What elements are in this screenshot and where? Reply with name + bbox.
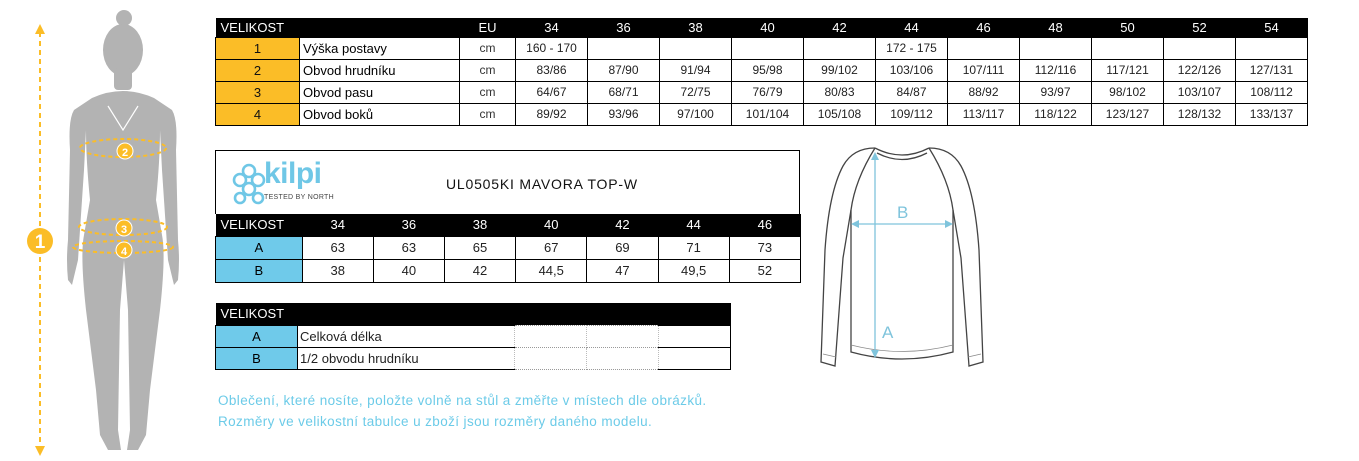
label-b: B: [897, 203, 909, 222]
value-cell: 38: [302, 259, 373, 282]
table-row: [216, 347, 731, 369]
value-cell: 99/102: [804, 59, 876, 81]
value-cell: [804, 37, 876, 59]
size-header-cell: 38: [688, 19, 703, 35]
size-chart-header: [216, 18, 1308, 37]
size-header-cell: 36: [401, 217, 417, 233]
table-row: [216, 37, 1308, 59]
unit-header: EU: [478, 19, 497, 35]
value-cell: 83/86: [516, 59, 588, 81]
row-number: 1: [216, 37, 300, 59]
brand-name: kilpi: [264, 157, 322, 190]
value-cell: 103/106: [876, 59, 948, 81]
size-header-label: VELIKOST: [220, 217, 285, 233]
marker-1: [27, 228, 53, 254]
body-measurement-figure: [0, 10, 205, 461]
value-cell: 63: [373, 236, 444, 259]
value-cell: 117/121: [1092, 59, 1164, 81]
size-header-cell: 40: [760, 19, 775, 35]
value-cell: 98/102: [1092, 81, 1164, 103]
value-cell: 122/126: [1164, 59, 1236, 81]
svg-text:4: 4: [120, 246, 128, 258]
size-header-cell: 54: [1264, 19, 1279, 35]
value-cell: 68/71: [588, 81, 660, 103]
empty-cell: [658, 347, 730, 369]
model-dimensions-note: Rozměry ve velikostní tabulce u zboží jsou rozměry daného modelu.: [218, 414, 653, 429]
value-cell: [660, 37, 732, 59]
value-cell: 69: [587, 236, 658, 259]
value-cell: 89/92: [516, 103, 588, 125]
value-cell: 97/100: [660, 103, 732, 125]
value-cell: 87/90: [588, 59, 660, 81]
value-cell: 128/132: [1164, 103, 1236, 125]
value-cell: 73: [729, 236, 800, 259]
value-cell: 64/67: [516, 81, 588, 103]
value-cell: [1092, 37, 1164, 59]
shirt-measurement-figure: [815, 140, 990, 380]
size-header-label: VELIKOST: [220, 19, 285, 35]
value-cell: 42: [444, 259, 515, 282]
unit-cell: cm: [460, 103, 516, 125]
legend-description: 1/2 obvodu hrudníku: [298, 347, 515, 369]
value-cell: 160 - 170: [516, 37, 588, 59]
legend-description: Celková délka: [298, 325, 515, 347]
unit-cell: cm: [460, 59, 516, 81]
value-cell: 72/75: [660, 81, 732, 103]
value-cell: 65: [444, 236, 515, 259]
marker-4: [116, 242, 132, 258]
svg-text:1: 1: [34, 232, 46, 253]
table-row: [216, 103, 1308, 125]
value-cell: 172 - 175: [876, 37, 948, 59]
value-cell: 88/92: [948, 81, 1020, 103]
empty-cell: [586, 347, 658, 369]
value-cell: 95/98: [732, 59, 804, 81]
size-header-cell: 52: [1192, 19, 1207, 35]
empty-cell: [658, 325, 730, 347]
product-title: UL0505KI MAVORA TOP-W: [446, 176, 638, 192]
value-cell: 93/97: [1020, 81, 1092, 103]
measurement-label: Výška postavy: [300, 37, 460, 59]
value-cell: 108/112: [1236, 81, 1308, 103]
value-cell: [732, 37, 804, 59]
empty-cell: [514, 347, 586, 369]
size-header-cell: 34: [544, 19, 559, 35]
size-header-cell: 42: [832, 19, 847, 35]
value-cell: 127/131: [1236, 59, 1308, 81]
value-cell: 67: [516, 236, 587, 259]
row-letter: B: [216, 347, 298, 369]
size-header-cell: 36: [616, 19, 631, 35]
value-cell: 107/111: [948, 59, 1020, 81]
value-cell: 133/137: [1236, 103, 1308, 125]
size-header-cell: 46: [757, 217, 773, 233]
value-cell: [948, 37, 1020, 59]
marker-2: [117, 143, 133, 159]
table-row: [216, 259, 801, 282]
measurement-label: Obvod boků: [300, 103, 460, 125]
value-cell: 103/107: [1164, 81, 1236, 103]
value-cell: 101/104: [732, 103, 804, 125]
table-row: [216, 59, 1308, 81]
row-number: 2: [216, 59, 300, 81]
row-letter: B: [216, 259, 303, 282]
table-row: [216, 81, 1308, 103]
value-cell: 105/108: [804, 103, 876, 125]
size-header-cell: 50: [1120, 19, 1135, 35]
measurement-label: Obvod pasu: [300, 81, 460, 103]
value-cell: 40: [373, 259, 444, 282]
size-chart-table: [215, 18, 1308, 126]
value-cell: 84/87: [876, 81, 948, 103]
row-letter: A: [216, 325, 298, 347]
measurement-legend-table: [215, 303, 731, 370]
product-size-table: [215, 214, 801, 283]
size-header-cell: 44: [686, 217, 701, 233]
size-header-cell: 42: [615, 217, 630, 233]
size-header-cell: 48: [1048, 19, 1063, 35]
row-letter: A: [216, 236, 303, 259]
value-cell: [1164, 37, 1236, 59]
value-cell: 113/117: [948, 103, 1020, 125]
value-cell: 112/116: [1020, 59, 1092, 81]
value-cell: 49,5: [658, 259, 729, 282]
table-row: [216, 236, 801, 259]
size-header-cell: 38: [472, 217, 488, 233]
marker-3: [116, 220, 132, 236]
svg-text:2: 2: [121, 147, 129, 159]
value-cell: 91/94: [660, 59, 732, 81]
row-number: 3: [216, 81, 300, 103]
value-cell: [1020, 37, 1092, 59]
label-a: A: [882, 323, 894, 342]
legend-header: [216, 303, 731, 325]
value-cell: 47: [587, 259, 658, 282]
legend-header-label: VELIKOST: [220, 306, 285, 322]
value-cell: [1236, 37, 1308, 59]
size-header-cell: 40: [543, 217, 559, 233]
value-cell: 123/127: [1092, 103, 1164, 125]
empty-cell: [586, 325, 658, 347]
row-number: 4: [216, 103, 300, 125]
measurement-label: Obvod hrudníku: [300, 59, 460, 81]
value-cell: 63: [302, 236, 373, 259]
unit-cell: cm: [460, 81, 516, 103]
svg-text:3: 3: [120, 224, 128, 236]
value-cell: 93/96: [588, 103, 660, 125]
product-header: [215, 150, 800, 214]
size-header-cell: 44: [904, 19, 919, 35]
value-cell: 109/112: [876, 103, 948, 125]
measure-instruction-note: Oblečení, které nosíte, položte volně na stůl a změřte v místech dle obrázků.: [218, 393, 707, 408]
value-cell: 76/79: [732, 81, 804, 103]
value-cell: 71: [658, 236, 729, 259]
value-cell: [588, 37, 660, 59]
brand-tagline: TESTED BY NORTH: [264, 194, 334, 201]
table-row: [216, 325, 731, 347]
empty-cell: [514, 325, 586, 347]
value-cell: 118/122: [1020, 103, 1092, 125]
value-cell: 44,5: [516, 259, 587, 282]
value-cell: 80/83: [804, 81, 876, 103]
product-size-header: [216, 214, 801, 236]
value-cell: 52: [729, 259, 800, 282]
shirt-outline: [821, 148, 983, 366]
size-header-cell: 46: [976, 19, 991, 35]
unit-cell: cm: [460, 37, 516, 59]
size-header-cell: 34: [330, 217, 345, 233]
